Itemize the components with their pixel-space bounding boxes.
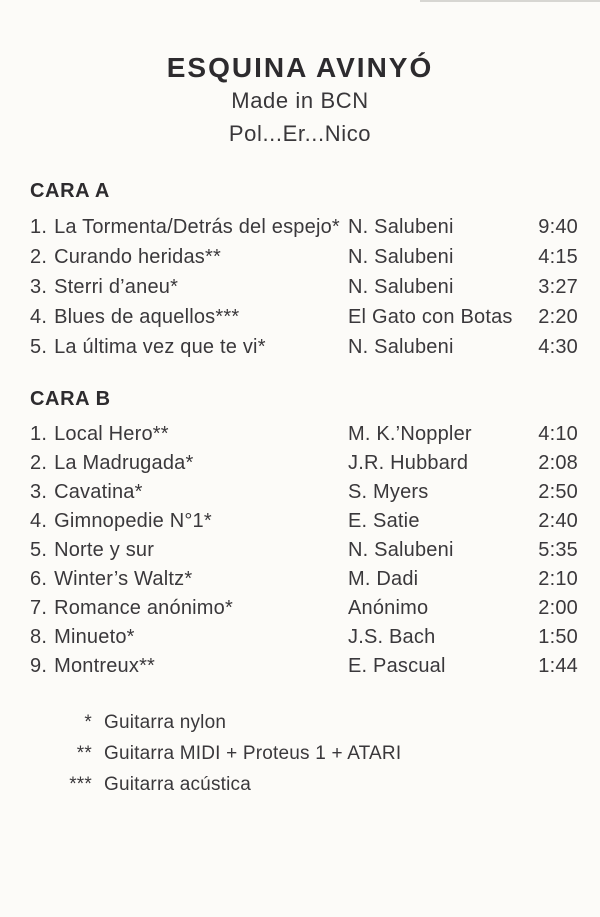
footnote-marker: * [84, 712, 92, 733]
track-number: 7. [30, 597, 48, 619]
track-title [30, 594, 348, 623]
tracklist [0, 178, 600, 800]
track-name: La última vez que te vi* [54, 336, 266, 358]
track-time: 2:08 [538, 452, 578, 474]
footnote-marker: ** [76, 743, 92, 764]
track-number: 1. [30, 216, 48, 238]
track-name: Curando heridas** [54, 246, 221, 268]
footnotes [30, 707, 578, 800]
track-name: Gimnopedie N°1* [54, 510, 212, 532]
footnote-text: Guitarra nylon [104, 712, 227, 733]
track-time: 3:27 [538, 276, 578, 298]
track-number: 4. [30, 306, 48, 328]
track-time: 4:30 [538, 336, 578, 358]
track-row [30, 536, 578, 565]
track-time: 2:00 [538, 597, 578, 619]
track-title [30, 652, 348, 681]
track-row [30, 212, 578, 242]
track-number: 2. [30, 246, 48, 268]
track-title [30, 272, 348, 302]
track-title [30, 212, 348, 242]
track-number: 3. [30, 481, 48, 503]
track-row [30, 565, 578, 594]
header-line-3: Pol...Er...Nico [228, 121, 372, 146]
track-time: 1:50 [538, 626, 578, 648]
side-a-section [30, 178, 578, 362]
footnote-marker: *** [69, 774, 92, 795]
side-b-heading: CARA B [30, 388, 111, 410]
side-b-section [30, 386, 578, 681]
track-composer: N. Salubeni [348, 276, 454, 298]
track-title [30, 332, 348, 362]
track-row [30, 332, 578, 362]
track-time: 9:40 [538, 216, 578, 238]
track-row [30, 449, 578, 478]
track-composer: Anónimo [348, 597, 429, 619]
track-composer: S. Myers [348, 481, 429, 503]
track-row [30, 478, 578, 507]
track-name: Winter’s Waltz* [54, 568, 193, 590]
header [0, 0, 600, 150]
track-composer: M. Dadi [348, 568, 419, 590]
track-composer: J.R. Hubbard [348, 452, 469, 474]
track-time: 4:10 [538, 423, 578, 445]
track-number: 8. [30, 626, 48, 648]
track-title [30, 536, 348, 565]
track-name: Local Hero** [54, 423, 169, 445]
track-title [30, 420, 348, 449]
footnote [50, 769, 578, 800]
track-time: 2:40 [538, 510, 578, 532]
track-title [30, 449, 348, 478]
track-number: 4. [30, 510, 48, 532]
track-name: Minueto* [54, 626, 135, 648]
track-time: 2:50 [538, 481, 578, 503]
track-row [30, 623, 578, 652]
track-composer: N. Salubeni [348, 246, 454, 268]
track-title [30, 507, 348, 536]
track-name: Romance anónimo* [54, 597, 233, 619]
track-number: 3. [30, 276, 48, 298]
track-row [30, 420, 578, 449]
track-name: Norte y sur [54, 539, 155, 561]
track-row [30, 594, 578, 623]
track-name: Montreux** [54, 655, 156, 677]
track-composer: J.S. Bach [348, 626, 436, 648]
track-composer: El Gato con Botas [348, 306, 513, 328]
track-composer: N. Salubeni [348, 336, 454, 358]
track-name: Blues de aquellos*** [54, 306, 240, 328]
track-number: 5. [30, 539, 48, 561]
track-time: 2:20 [538, 306, 578, 328]
track-number: 6. [30, 568, 48, 590]
track-title [30, 478, 348, 507]
footnote-text: Guitarra acústica [104, 774, 252, 795]
track-time: 5:35 [538, 539, 578, 561]
footnote-text: Guitarra MIDI + Proteus 1 + ATARI [104, 743, 402, 764]
track-time: 2:10 [538, 568, 578, 590]
track-composer: N. Salubeni [348, 216, 454, 238]
track-composer: E. Pascual [348, 655, 446, 677]
track-time: 1:44 [538, 655, 578, 677]
track-composer: M. K.’Noppler [348, 423, 472, 445]
track-time: 4:15 [538, 246, 578, 268]
track-number: 9. [30, 655, 48, 677]
track-row [30, 652, 578, 681]
track-row [30, 272, 578, 302]
footnote [50, 707, 578, 738]
track-number: 5. [30, 336, 48, 358]
track-title [30, 302, 348, 332]
track-row [30, 302, 578, 332]
track-name: La Madrugada* [54, 452, 194, 474]
scan-artifact-line [420, 0, 600, 2]
track-number: 1. [30, 423, 48, 445]
side-a-heading: CARA A [30, 180, 110, 202]
track-title [30, 242, 348, 272]
track-name: Cavatina* [54, 481, 143, 503]
track-composer: N. Salubeni [348, 539, 454, 561]
track-composer: E. Satie [348, 510, 420, 532]
track-row [30, 507, 578, 536]
track-title [30, 623, 348, 652]
track-number: 2. [30, 452, 48, 474]
track-title [30, 565, 348, 594]
track-name: Sterri d’aneu* [54, 276, 179, 298]
track-name: La Tormenta/Detrás del espejo* [54, 216, 340, 238]
track-row [30, 242, 578, 272]
album-title: ESQUINA AVINYÓ [166, 52, 434, 83]
footnote [50, 738, 578, 769]
header-line-2: Made in BCN [231, 88, 369, 113]
